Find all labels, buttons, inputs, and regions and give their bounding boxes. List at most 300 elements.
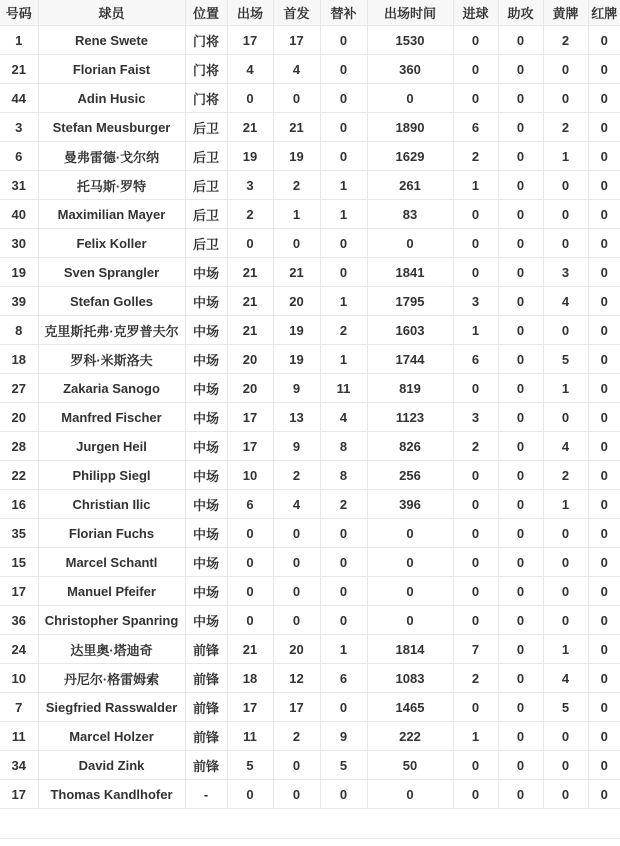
cell-red-cards: 0: [588, 113, 620, 142]
cell-substitute: 1: [320, 200, 367, 229]
cell-appearances: 0: [227, 519, 273, 548]
cell-goals: 1: [453, 722, 498, 751]
cell-substitute: 6: [320, 664, 367, 693]
cell-appearances: 21: [227, 113, 273, 142]
cell-assists: 0: [498, 722, 543, 751]
cell-player: Stefan Meusburger: [38, 113, 185, 142]
table-header-row: [0, 0, 620, 26]
cell-appearances: 0: [227, 548, 273, 577]
cell-appearances: 17: [227, 26, 273, 55]
cell-minutes: 1744: [367, 345, 453, 374]
cell-substitute: 0: [320, 113, 367, 142]
column-header-appearances: 出场: [227, 0, 273, 26]
table-row: [0, 345, 620, 374]
table-row: [0, 287, 620, 316]
cell-red-cards: 0: [588, 780, 620, 809]
cell-yellow-cards: 0: [543, 316, 588, 345]
cell-red-cards: 0: [588, 722, 620, 751]
cell-appearances: 20: [227, 374, 273, 403]
column-header-minutes: 出场时间: [367, 0, 453, 26]
cell-goals: 6: [453, 113, 498, 142]
cell-goals: 0: [453, 519, 498, 548]
cell-starts: 1: [273, 200, 320, 229]
cell-number: 28: [0, 432, 38, 461]
cell-goals: 6: [453, 345, 498, 374]
table-row: [0, 780, 620, 809]
cell-starts: 4: [273, 490, 320, 519]
cell-starts: 0: [273, 606, 320, 635]
cell-minutes: 0: [367, 229, 453, 258]
cell-red-cards: 0: [588, 606, 620, 635]
table-row: [0, 403, 620, 432]
column-header-substitute: 替补: [320, 0, 367, 26]
cell-goals: 0: [453, 693, 498, 722]
cell-minutes: 396: [367, 490, 453, 519]
cell-substitute: 8: [320, 432, 367, 461]
cell-assists: 0: [498, 780, 543, 809]
cell-substitute: 0: [320, 780, 367, 809]
table-row: [0, 258, 620, 287]
cell-red-cards: 0: [588, 316, 620, 345]
cell-player: David Zink: [38, 751, 185, 780]
cell-red-cards: 0: [588, 287, 620, 316]
cell-assists: 0: [498, 345, 543, 374]
cell-yellow-cards: 1: [543, 490, 588, 519]
cell-number: 24: [0, 635, 38, 664]
cell-number: 17: [0, 780, 38, 809]
cell-red-cards: 0: [588, 693, 620, 722]
cell-yellow-cards: 4: [543, 432, 588, 461]
cell-number: 17: [0, 577, 38, 606]
cell-yellow-cards: 4: [543, 287, 588, 316]
cell-starts: 20: [273, 287, 320, 316]
cell-position: 前锋: [185, 664, 227, 693]
cell-player: Florian Fuchs: [38, 519, 185, 548]
cell-yellow-cards: 5: [543, 693, 588, 722]
column-header-red-cards: 红牌: [588, 0, 620, 26]
cell-position: 前锋: [185, 635, 227, 664]
table-row: [0, 490, 620, 519]
cell-number: 22: [0, 461, 38, 490]
cell-starts: 0: [273, 548, 320, 577]
cell-position: 前锋: [185, 722, 227, 751]
cell-assists: 0: [498, 84, 543, 113]
table-row: [0, 693, 620, 722]
cell-starts: 0: [273, 229, 320, 258]
table-row: [0, 577, 620, 606]
cell-starts: 0: [273, 519, 320, 548]
cell-player: Manuel Pfeifer: [38, 577, 185, 606]
cell-number: 7: [0, 693, 38, 722]
cell-player: 丹尼尔·格雷姆索: [38, 664, 185, 693]
cell-minutes: 0: [367, 577, 453, 606]
cell-starts: 19: [273, 316, 320, 345]
cell-player: Stefan Golles: [38, 287, 185, 316]
cell-assists: 0: [498, 548, 543, 577]
cell-minutes: 1841: [367, 258, 453, 287]
cell-substitute: 1: [320, 171, 367, 200]
cell-minutes: 256: [367, 461, 453, 490]
cell-goals: 0: [453, 461, 498, 490]
cell-appearances: 0: [227, 577, 273, 606]
cell-player: Adin Husic: [38, 84, 185, 113]
cell-number: 30: [0, 229, 38, 258]
cell-player: Christopher Spanring: [38, 606, 185, 635]
cell-substitute: 11: [320, 374, 367, 403]
cell-appearances: 11: [227, 722, 273, 751]
table-footer-strip: [0, 809, 620, 839]
cell-starts: 19: [273, 142, 320, 171]
cell-appearances: 0: [227, 84, 273, 113]
cell-yellow-cards: 0: [543, 519, 588, 548]
cell-player: 托马斯·罗特: [38, 171, 185, 200]
cell-appearances: 6: [227, 490, 273, 519]
table-row: [0, 548, 620, 577]
cell-yellow-cards: 3: [543, 258, 588, 287]
cell-yellow-cards: 2: [543, 113, 588, 142]
cell-number: 11: [0, 722, 38, 751]
cell-minutes: 50: [367, 751, 453, 780]
cell-substitute: 1: [320, 635, 367, 664]
cell-goals: 0: [453, 26, 498, 55]
cell-red-cards: 0: [588, 432, 620, 461]
cell-minutes: 1814: [367, 635, 453, 664]
cell-starts: 21: [273, 258, 320, 287]
cell-player: Jurgen Heil: [38, 432, 185, 461]
cell-number: 15: [0, 548, 38, 577]
cell-assists: 0: [498, 403, 543, 432]
cell-yellow-cards: 1: [543, 142, 588, 171]
cell-yellow-cards: 0: [543, 171, 588, 200]
cell-appearances: 0: [227, 780, 273, 809]
cell-number: 40: [0, 200, 38, 229]
cell-appearances: 0: [227, 229, 273, 258]
cell-starts: 2: [273, 171, 320, 200]
table-row: [0, 113, 620, 142]
cell-minutes: 1530: [367, 26, 453, 55]
cell-yellow-cards: 0: [543, 577, 588, 606]
cell-goals: 0: [453, 751, 498, 780]
table-row: [0, 84, 620, 113]
cell-appearances: 4: [227, 55, 273, 84]
cell-goals: 0: [453, 780, 498, 809]
table-row: [0, 26, 620, 55]
cell-red-cards: 0: [588, 84, 620, 113]
cell-starts: 0: [273, 751, 320, 780]
cell-player: Zakaria Sanogo: [38, 374, 185, 403]
cell-player: Marcel Schantl: [38, 548, 185, 577]
cell-number: 18: [0, 345, 38, 374]
cell-position: 门将: [185, 26, 227, 55]
cell-assists: 0: [498, 229, 543, 258]
cell-starts: 9: [273, 432, 320, 461]
cell-minutes: 0: [367, 519, 453, 548]
cell-number: 16: [0, 490, 38, 519]
cell-substitute: 8: [320, 461, 367, 490]
cell-red-cards: 0: [588, 664, 620, 693]
cell-player: Sven Sprangler: [38, 258, 185, 287]
cell-red-cards: 0: [588, 200, 620, 229]
cell-assists: 0: [498, 55, 543, 84]
table-row: [0, 432, 620, 461]
cell-yellow-cards: 2: [543, 26, 588, 55]
cell-substitute: 0: [320, 26, 367, 55]
cell-starts: 0: [273, 577, 320, 606]
cell-assists: 0: [498, 374, 543, 403]
cell-position: 中场: [185, 577, 227, 606]
cell-substitute: 0: [320, 606, 367, 635]
cell-player: Rene Swete: [38, 26, 185, 55]
cell-goals: 0: [453, 55, 498, 84]
cell-appearances: 21: [227, 316, 273, 345]
cell-position: 中场: [185, 519, 227, 548]
cell-player: Thomas Kandlhofer: [38, 780, 185, 809]
cell-player: 克里斯托弗·克罗普夫尔: [38, 316, 185, 345]
cell-appearances: 5: [227, 751, 273, 780]
cell-substitute: 9: [320, 722, 367, 751]
cell-assists: 0: [498, 142, 543, 171]
cell-goals: 1: [453, 171, 498, 200]
table-row: [0, 171, 620, 200]
cell-position: 中场: [185, 606, 227, 635]
table-row: [0, 519, 620, 548]
cell-minutes: 826: [367, 432, 453, 461]
table-row: [0, 461, 620, 490]
cell-red-cards: 0: [588, 635, 620, 664]
cell-goals: 1: [453, 316, 498, 345]
table-row: [0, 229, 620, 258]
cell-goals: 3: [453, 287, 498, 316]
cell-number: 19: [0, 258, 38, 287]
cell-appearances: 3: [227, 171, 273, 200]
cell-number: 8: [0, 316, 38, 345]
cell-goals: 0: [453, 548, 498, 577]
cell-red-cards: 0: [588, 548, 620, 577]
cell-substitute: 0: [320, 258, 367, 287]
cell-minutes: 1795: [367, 287, 453, 316]
cell-goals: 2: [453, 142, 498, 171]
column-header-assists: 助攻: [498, 0, 543, 26]
table-row: [0, 55, 620, 84]
cell-starts: 19: [273, 345, 320, 374]
cell-assists: 0: [498, 635, 543, 664]
cell-number: 39: [0, 287, 38, 316]
cell-starts: 13: [273, 403, 320, 432]
cell-red-cards: 0: [588, 461, 620, 490]
cell-assists: 0: [498, 432, 543, 461]
cell-number: 35: [0, 519, 38, 548]
cell-goals: 0: [453, 374, 498, 403]
cell-player: Felix Koller: [38, 229, 185, 258]
cell-assists: 0: [498, 606, 543, 635]
column-header-goals: 进球: [453, 0, 498, 26]
cell-position: 中场: [185, 403, 227, 432]
cell-substitute: 1: [320, 287, 367, 316]
cell-goals: 0: [453, 606, 498, 635]
cell-yellow-cards: 5: [543, 345, 588, 374]
cell-goals: 7: [453, 635, 498, 664]
cell-appearances: 18: [227, 664, 273, 693]
cell-position: 后卫: [185, 142, 227, 171]
cell-player: 达里奥·塔迪奇: [38, 635, 185, 664]
cell-number: 21: [0, 55, 38, 84]
cell-red-cards: 0: [588, 55, 620, 84]
cell-substitute: 0: [320, 142, 367, 171]
column-header-player: 球员: [38, 0, 185, 26]
cell-number: 6: [0, 142, 38, 171]
cell-assists: 0: [498, 664, 543, 693]
cell-player: 曼弗雷德·戈尔纳: [38, 142, 185, 171]
column-header-starts: 首发: [273, 0, 320, 26]
cell-assists: 0: [498, 751, 543, 780]
cell-starts: 20: [273, 635, 320, 664]
cell-player: Philipp Siegl: [38, 461, 185, 490]
table-row: [0, 316, 620, 345]
cell-minutes: 1083: [367, 664, 453, 693]
cell-starts: 17: [273, 26, 320, 55]
cell-number: 20: [0, 403, 38, 432]
cell-red-cards: 0: [588, 258, 620, 287]
cell-starts: 2: [273, 722, 320, 751]
cell-player: 罗科·米斯洛夫: [38, 345, 185, 374]
cell-number: 44: [0, 84, 38, 113]
cell-minutes: 0: [367, 780, 453, 809]
cell-starts: 17: [273, 693, 320, 722]
table-row: [0, 664, 620, 693]
cell-position: 前锋: [185, 693, 227, 722]
cell-red-cards: 0: [588, 751, 620, 780]
cell-minutes: 83: [367, 200, 453, 229]
cell-starts: 21: [273, 113, 320, 142]
table-row: [0, 200, 620, 229]
cell-appearances: 2: [227, 200, 273, 229]
cell-starts: 0: [273, 780, 320, 809]
cell-substitute: 4: [320, 403, 367, 432]
table-row: [0, 751, 620, 780]
cell-substitute: 0: [320, 548, 367, 577]
cell-yellow-cards: 0: [543, 84, 588, 113]
cell-position: 中场: [185, 258, 227, 287]
cell-red-cards: 0: [588, 403, 620, 432]
cell-position: 前锋: [185, 751, 227, 780]
cell-assists: 0: [498, 316, 543, 345]
cell-yellow-cards: 0: [543, 606, 588, 635]
table-row: [0, 606, 620, 635]
cell-substitute: 0: [320, 577, 367, 606]
cell-number: 34: [0, 751, 38, 780]
cell-player: Maximilian Mayer: [38, 200, 185, 229]
cell-red-cards: 0: [588, 519, 620, 548]
cell-assists: 0: [498, 490, 543, 519]
cell-minutes: 1603: [367, 316, 453, 345]
cell-red-cards: 0: [588, 345, 620, 374]
cell-player: Florian Faist: [38, 55, 185, 84]
cell-yellow-cards: 4: [543, 664, 588, 693]
cell-player: Siegfried Rasswalder: [38, 693, 185, 722]
cell-yellow-cards: 0: [543, 548, 588, 577]
cell-substitute: 0: [320, 519, 367, 548]
column-header-number: 号码: [0, 0, 38, 26]
cell-goals: 0: [453, 84, 498, 113]
cell-starts: 9: [273, 374, 320, 403]
cell-yellow-cards: 1: [543, 374, 588, 403]
cell-position: 中场: [185, 432, 227, 461]
cell-red-cards: 0: [588, 26, 620, 55]
cell-red-cards: 0: [588, 490, 620, 519]
cell-yellow-cards: 0: [543, 403, 588, 432]
cell-substitute: 1: [320, 345, 367, 374]
cell-red-cards: 0: [588, 577, 620, 606]
cell-yellow-cards: 1: [543, 635, 588, 664]
cell-starts: 12: [273, 664, 320, 693]
cell-goals: 0: [453, 229, 498, 258]
cell-yellow-cards: 0: [543, 200, 588, 229]
cell-red-cards: 0: [588, 374, 620, 403]
cell-position: 后卫: [185, 200, 227, 229]
cell-number: 36: [0, 606, 38, 635]
column-header-position: 位置: [185, 0, 227, 26]
cell-red-cards: 0: [588, 171, 620, 200]
cell-number: 3: [0, 113, 38, 142]
cell-assists: 0: [498, 577, 543, 606]
cell-yellow-cards: 0: [543, 55, 588, 84]
cell-substitute: 0: [320, 229, 367, 258]
cell-assists: 0: [498, 200, 543, 229]
cell-goals: 3: [453, 403, 498, 432]
cell-minutes: 1890: [367, 113, 453, 142]
cell-goals: 0: [453, 490, 498, 519]
cell-yellow-cards: 0: [543, 751, 588, 780]
cell-position: 中场: [185, 345, 227, 374]
cell-appearances: 21: [227, 635, 273, 664]
cell-player: Marcel Holzer: [38, 722, 185, 751]
cell-assists: 0: [498, 461, 543, 490]
cell-position: 门将: [185, 84, 227, 113]
cell-assists: 0: [498, 693, 543, 722]
cell-minutes: 1465: [367, 693, 453, 722]
cell-number: 10: [0, 664, 38, 693]
cell-assists: 0: [498, 258, 543, 287]
cell-position: 后卫: [185, 229, 227, 258]
cell-appearances: 10: [227, 461, 273, 490]
cell-assists: 0: [498, 26, 543, 55]
cell-position: 后卫: [185, 113, 227, 142]
cell-position: 门将: [185, 55, 227, 84]
cell-number: 1: [0, 26, 38, 55]
cell-minutes: 0: [367, 548, 453, 577]
cell-appearances: 17: [227, 432, 273, 461]
cell-minutes: 261: [367, 171, 453, 200]
cell-starts: 2: [273, 461, 320, 490]
cell-substitute: 0: [320, 693, 367, 722]
cell-minutes: 360: [367, 55, 453, 84]
cell-number: 31: [0, 171, 38, 200]
cell-position: 中场: [185, 490, 227, 519]
cell-appearances: 19: [227, 142, 273, 171]
cell-position: 中场: [185, 316, 227, 345]
cell-minutes: 819: [367, 374, 453, 403]
cell-substitute: 5: [320, 751, 367, 780]
cell-goals: 0: [453, 258, 498, 287]
cell-yellow-cards: 0: [543, 229, 588, 258]
cell-assists: 0: [498, 519, 543, 548]
cell-position: 中场: [185, 548, 227, 577]
cell-yellow-cards: 0: [543, 722, 588, 751]
cell-player: Christian Ilic: [38, 490, 185, 519]
cell-goals: 2: [453, 432, 498, 461]
table-row: [0, 374, 620, 403]
cell-starts: 0: [273, 84, 320, 113]
